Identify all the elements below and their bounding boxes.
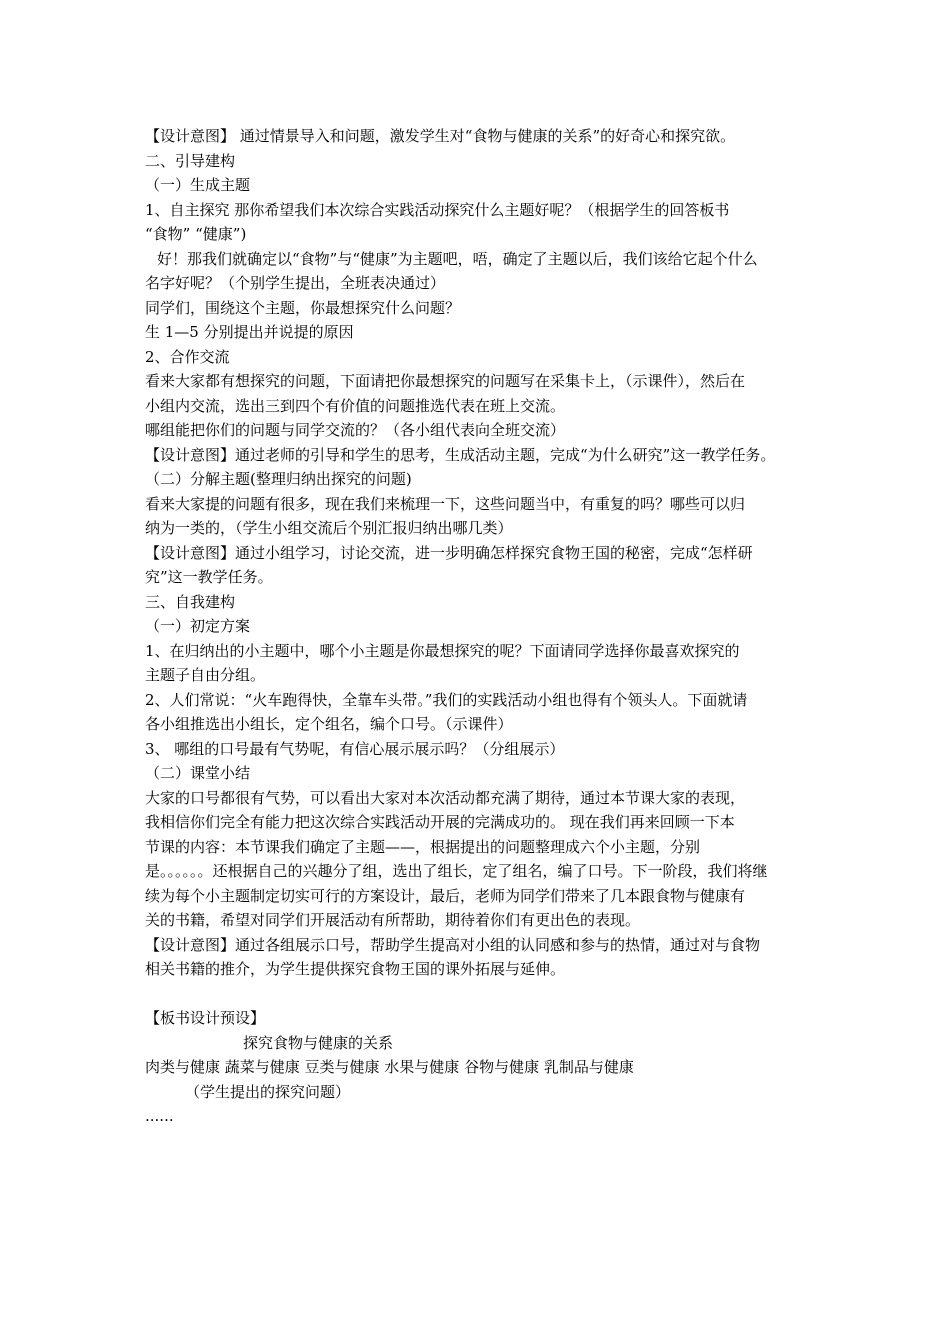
text-line: 节课的内容：本节课我们确定了主题——，根据提出的问题整理成六个小主题，分别: [145, 837, 701, 856]
text-line: 名字好呢？（个别学生提出，全班表决通过）: [145, 274, 446, 292]
text-line: 2、合作交流: [145, 347, 230, 366]
text-line: 哪组能把你们的问题与同学交流的？（各小组代表向全班交流）: [145, 421, 566, 439]
text-line: 【设计意图】 通过情景导入和问题，激发学生对“食物与健康的关系”的好奇心和探究欲。: [145, 127, 736, 145]
text-line: 续为每个小主题制定切实可行的方案设计，最后，老师为同学们带来了几本跟食物与健康有: [145, 886, 746, 905]
board-note: （学生提出的探究问题）: [185, 1082, 351, 1101]
subsection-heading: （一）初定方案: [145, 617, 251, 635]
text-line: 同学们，围绕这个主题，你最想探究什么问题？: [145, 298, 461, 317]
text-line: 究”这一教学任务。: [145, 568, 273, 586]
text-line: 看来大家提的问题有很多，现在我们来梳理一下，这些问题当中，有重复的吗？哪些可以归: [145, 494, 746, 513]
text-line: 1、在归纳出的小主题中，哪个小主题是你最想探究的呢？下面请同学选择你最喜欢探究的: [145, 641, 740, 660]
subsection-heading: （二）课堂小结: [145, 764, 251, 782]
text-line: 纳为一类的，（学生小组交流后个别汇报归纳出哪几类）: [145, 519, 513, 537]
text-line: 是。。。。。。还根据自己的兴趣分了组，选出了组长，定了组名，编了口号。下一阶段，我们将继: [145, 862, 768, 880]
text-line: 看来大家都有想探究的问题，下面请把你最想探究的问题写在采集卡上，（示课件），然后在: [145, 372, 746, 390]
section-heading: 三、自我建构: [145, 592, 236, 611]
text-line: 我相信你们完全有能力把这次综合实践活动开展的完满成功的。 现在我们再来回顾一下本: [145, 813, 735, 831]
section-heading: 二、引导建构: [145, 151, 236, 170]
text-line: 小组内交流，选出三到四个有价值的问题推选代表在班上交流。: [145, 396, 566, 415]
board-heading: 【板书设计预设】: [145, 1009, 266, 1027]
text-line: “食物” “健康”): [145, 225, 247, 243]
text-line: 1、自主探究 那你希望我们本次综合实践活动探究什么主题好呢？（根据学生的回答板书: [145, 200, 730, 219]
board-topics: 肉类与健康 蔬菜与健康 豆类与健康 水果与健康 谷物与健康 乳制品与健康: [145, 1058, 634, 1076]
blank-line: [145, 982, 815, 1007]
text-line: 【设计意图】通过小组学习，讨论交流，进一步明确怎样探究食物王国的秘密，完成“怎样研: [145, 543, 753, 562]
text-line: 好！那我们就确定以“食物”与“健康”为主题吧，唔，确定了主题以后，我们该给它起个什么: [157, 249, 758, 268]
text-line: 【设计意图】通过老师的引导和学生的思考，生成活动主题，完成“为什么研究”这一教学任务。: [145, 445, 776, 464]
text-line: 相关书籍的推介，为学生提供探究食物王国的课外拓展与延伸。: [145, 960, 566, 978]
text-line: 3、 哪组的口号最有气势呢，有信心展示展示吗？（分组展示）: [145, 739, 565, 758]
board-title: 探究食物与健康的关系: [243, 1033, 394, 1052]
text-line: 主题子自由分组。: [145, 666, 266, 684]
subsection-heading: （二）分解主题(整理归纳出探究的问题): [145, 470, 412, 488]
board-ellipsis: ......: [145, 1107, 174, 1125]
text-line: 各小组推选出小组长，定个组名，编个口号。（示课件）: [145, 715, 513, 733]
text-line: 关的书籍，希望对同学们开展活动有所帮助，期待着你们有更出色的表现。: [145, 911, 641, 929]
text-line: 大家的口号都很有气势，可以看出大家对本次活动都充满了期待，通过本节课大家的表现，: [145, 788, 746, 807]
document-body: [145, 124, 815, 1129]
subsection-heading: （一）生成主题: [145, 176, 251, 194]
text-line: 生 1—5 分别提出并说提的原因: [145, 323, 354, 341]
text-line: 【设计意图】通过各组展示口号，帮助学生提高对小组的认同感和参与的热情，通过对与食物: [145, 935, 761, 954]
text-line: 2、人们常说：“火车跑得快，全靠车头带。”我们的实践活动小组也得有个领头人。下面就请: [145, 690, 748, 709]
